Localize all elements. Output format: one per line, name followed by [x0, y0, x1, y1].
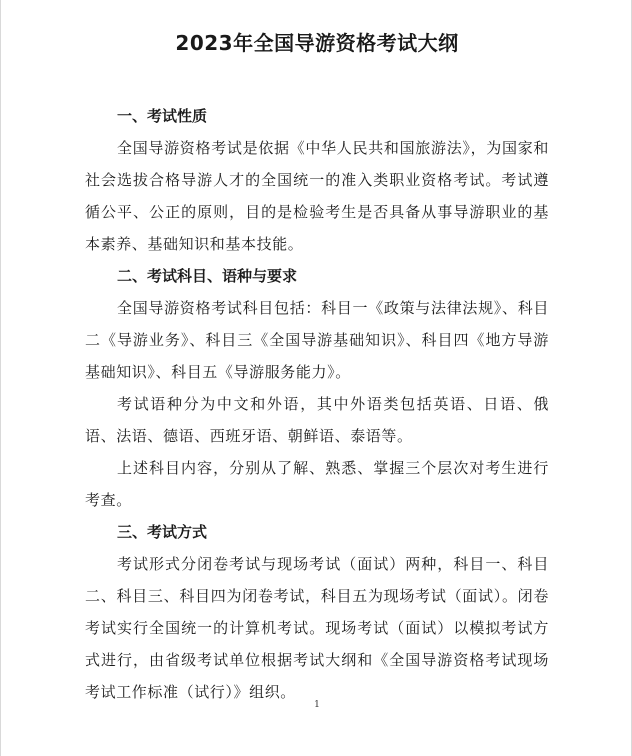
section-heading: 一、考试性质 [117, 107, 208, 125]
paragraph: 考试语种分为中文和外语，其中外语类包括英语、日语、俄语、法语、德语、西班牙语、朝鲜语、泰语等。 [85, 395, 549, 445]
paragraph: 全国导游资格考试是依据《中华人民共和国旅游法》，为国家和社会选拔合格导游人才的全国统一的准入类职业资格考试。考试遵循公平、公正的原则，目的是检验考生是否具备从事导游职业的基本素养、基础知识和基本技能。 [85, 139, 549, 253]
document-title: 2023年全国导游资格考试大纲 [175, 31, 459, 55]
paragraph: 全国导游资格考试科目包括：科目一《政策与法律法规》、科目二《导游业务》、科目三《全国导游基础知识》、科目四《地方导游基础知识》、科目五《导游服务能力》。 [85, 299, 549, 381]
page-number: 1 [314, 700, 320, 710]
section-exam-method [85, 516, 549, 708]
section-heading: 二、考试科目、语种与要求 [117, 267, 298, 285]
section-exam-subjects [85, 260, 549, 516]
section-heading: 三、考试方式 [117, 523, 208, 541]
section-exam-nature [85, 100, 549, 260]
paragraph: 上述科目内容，分别从了解、熟悉、掌握三个层次对考生进行考查。 [85, 459, 549, 509]
paragraph: 考试形式分闭卷考试与现场考试（面试）两种，科目一、科目二、科目三、科目四为闭卷考试，科目五为现场考试（面试）。闭卷考试实行全国统一的计算机考试。现场考试（面试）以模拟考试方式进行，由省级考试单位根据考试大纲和《全国导游资格考试现场考试工作标准（试行）》组织。 [85, 555, 549, 701]
document-body [85, 28, 549, 708]
